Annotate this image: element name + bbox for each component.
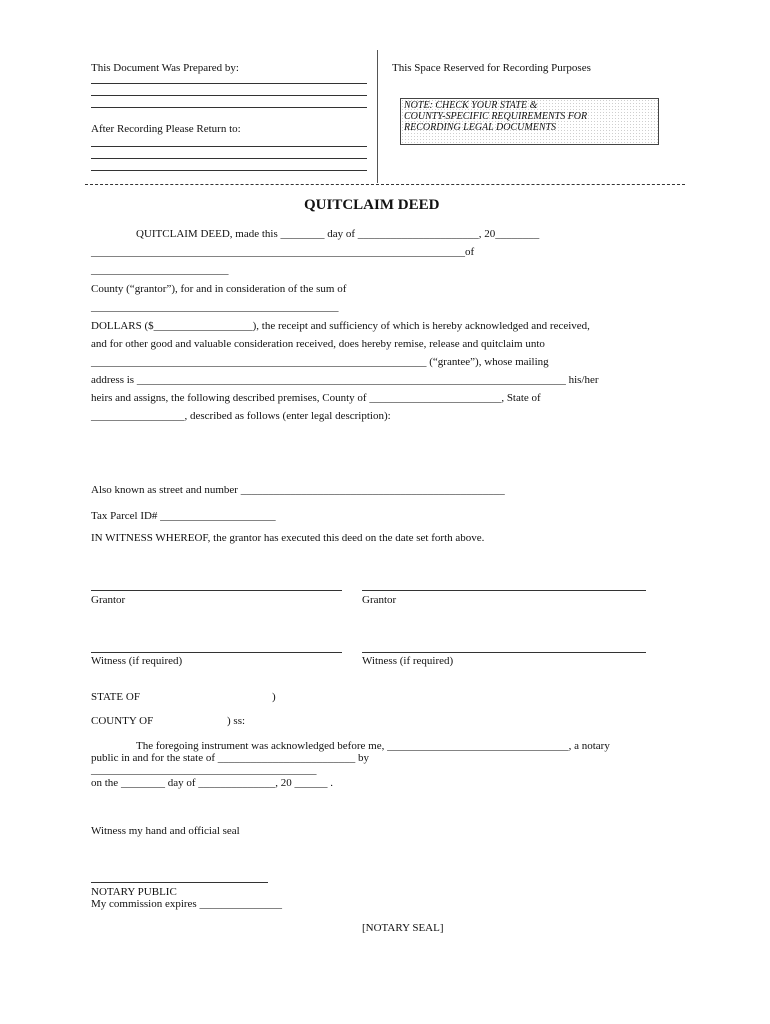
consideration-line: County (“grantor”), for and in consideration of the sum of: [91, 283, 347, 295]
quitclaim-line: and for other good and valuable consideration received, does hereby remise, release and quitclaim unto: [91, 338, 545, 350]
witness-signature-line-1[interactable]: [91, 652, 342, 653]
requirements-note-line-3: RECORDING LEGAL DOCUMENTS: [404, 122, 557, 133]
prepared-by-line-1[interactable]: [91, 83, 367, 84]
county-of-label: COUNTY OF: [91, 715, 154, 727]
requirements-note-line-1: NOTE: CHECK YOUR STATE &: [404, 100, 538, 111]
street-address-line: Also known as street and number ________________________________________________: [91, 484, 505, 496]
document-title: QUITCLAIM DEED: [304, 197, 440, 213]
hand-seal-line: Witness my hand and official seal: [91, 825, 240, 837]
grantee-line: _____________________________________________________________ (“grantee”), whose mailing: [91, 356, 549, 368]
tax-parcel-line: Tax Parcel ID# _____________________: [91, 510, 276, 522]
notary-public-label: NOTARY PUBLIC: [91, 886, 177, 898]
state-of-paren: ): [272, 691, 276, 703]
witness-label-1: Witness (if required): [91, 655, 183, 667]
return-to-line-2[interactable]: [91, 158, 367, 159]
prepared-by-label: This Document Was Prepared by:: [91, 62, 239, 74]
recording-space-label: This Space Reserved for Recording Purposes: [392, 62, 591, 74]
state-of-label: STATE OF: [91, 691, 140, 703]
legal-description-line: _________________, described as follows (enter legal description):: [91, 410, 391, 422]
acknowledgment-date-line: on the ________ day of ______________, 20 ______ .: [91, 777, 333, 789]
prepared-by-line-2[interactable]: [91, 95, 367, 96]
grantor-label-1: Grantor: [91, 594, 126, 606]
acknowledgment-line-2: public in and for the state of _________________________ by: [91, 752, 370, 764]
grantor-name-line: ____________________________________________________________________of: [91, 246, 475, 258]
grantor-signature-line-2[interactable]: [362, 590, 646, 591]
requirements-note-line-2: COUNTY-SPECIFIC REQUIREMENTS FOR: [404, 111, 588, 122]
commission-expires-line: My commission expires _______________: [91, 898, 282, 910]
requirements-note-box: [400, 98, 659, 145]
witness-signature-line-2[interactable]: [362, 652, 646, 653]
prepared-by-line-3[interactable]: [91, 107, 367, 108]
header-separator: [85, 184, 685, 185]
grantor-label-2: Grantor: [362, 594, 397, 606]
notary-signature-line[interactable]: [91, 882, 268, 883]
premises-county-line: heirs and assigns, the following described premises, County of ________________________, State of: [91, 392, 541, 404]
witness-whereof-line: IN WITNESS WHEREOF, the grantor has executed this deed on the date set forth above.: [91, 532, 485, 544]
acknowledgment-line-3: _________________________________________: [91, 764, 317, 776]
return-to-line-1[interactable]: [91, 146, 367, 147]
mailing-address-line: address is ______________________________________________________________________________ his/her: [91, 374, 599, 386]
return-to-line-3[interactable]: [91, 170, 367, 171]
deed-intro-line: QUITCLAIM DEED, made this ________ day of ______________________, 20________: [136, 228, 540, 240]
notary-seal-label: [NOTARY SEAL]: [362, 922, 444, 934]
return-to-label: After Recording Please Return to:: [91, 123, 241, 135]
dollars-line: DOLLARS ($__________________), the receipt and sufficiency of which is hereby acknowledged and received,: [91, 320, 590, 332]
grantor-signature-line-1[interactable]: [91, 590, 342, 591]
sum-line: _____________________________________________: [91, 301, 339, 313]
acknowledgment-line-1: The foregoing instrument was acknowledged before me, _________________________________, a notary: [136, 740, 610, 752]
county-ss-label: ) ss:: [227, 715, 246, 727]
witness-label-2: Witness (if required): [362, 655, 454, 667]
header-column-divider: [377, 50, 378, 183]
grantor-county-line: _________________________: [91, 264, 229, 276]
